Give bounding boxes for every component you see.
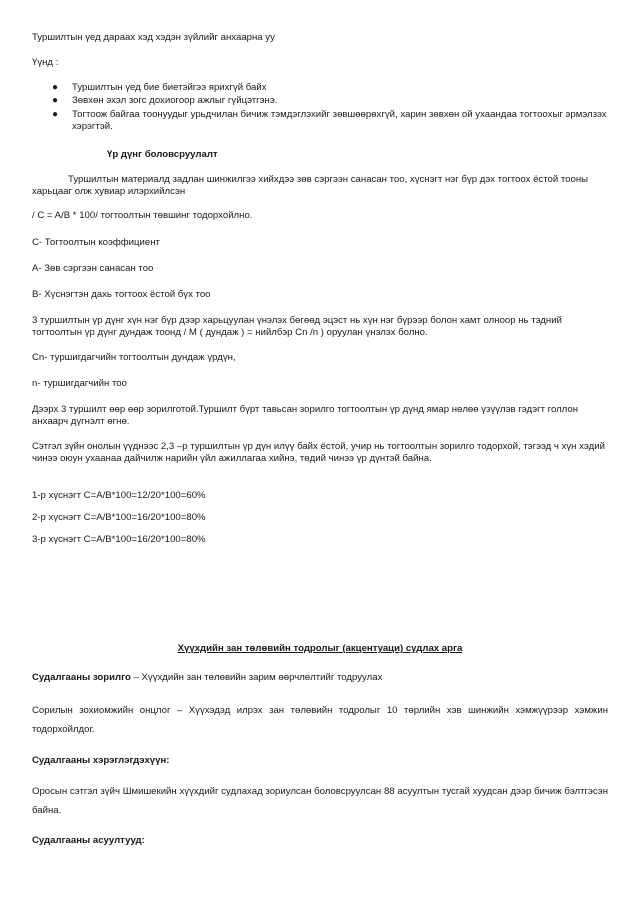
third-experiment-paragraph: 3 туршилтын үр дүнг хүн нэг бүр дээр харьцуулан үнэлэх бөгөөд эцэст нь хүн нэг бүрээр болон хамт олноор нь тэдний тогтоолтын үр дүнг дундаж тоонд / М ( дундаж ) = нийлбэр Cn /n ) оруулан үнэлэх болно. [32,315,562,339]
tools-label: Судалгааны хэрэглэгдэхүүн: [32,755,170,766]
calc-table-3: 3-р хүснэгт C=A/B*100=16/20*100=80% [32,534,206,545]
bullet-icon: ● [52,108,59,120]
section-title: Хүүхдийн зан төлөвийн тодролыг (акцентуаци) судлах арга [177,643,463,654]
formula-text: / C = A/B * 100/ тогтоолтын төвшинг тодорхойлно. [32,210,253,221]
research-goal-label: Судалгааны зорилго [32,672,131,683]
theory-paragraph: Сэтгэл зүйн онолын үүднээс 2,3 –р туршилтын үр дүн илүү байх ёстой, учир нь тогтоолтын зорилго тодорхой, тэгээд ч хүн хэдий чинээ оюун ухаанаа дайчилж нарийн үйл ажиллагаа хийнэ, төдий чинээ үр дүнтэй байна. [32,441,605,465]
material-paragraph: Туршилтын материалд задлан шинжилгээ хийхдээ зөв сэргээн санасан тоо, хүснэгт нэг бүр дэх тогтоох ёстой тооны харьцааг олж хувиар илэрхийлсэн [32,174,589,198]
calc-table-1: 1-р хүснэгт C=A/B*100=12/20*100=60% [32,490,206,501]
list-item: ● Туршилтын үед бие биетэйгээ ярихгүй байх [52,82,267,93]
definition-b: В- Хүснэгтэн дахь тогтоох ёстой бүх тоо [32,289,211,300]
calc-table-2: 2-р хүснэгт C=A/B*100=16/20*100=80% [32,512,206,523]
tools-paragraph: Оросын сэтгэл зүйч Шмишекийн хүүхдийг судлахад зориулсан боловсруулсан 88 асуултын тусгай хуудсан дээр бичиж бэлтгэсэн байна. [32,786,608,816]
condition-label: Үүнд : [32,57,59,68]
list-item: ● Зөвхөн эхэл зогс дохиогоор ажлыг гүйцэтгэнэ. [52,95,278,107]
definition-c: С- Тогтоолтын коэффициент [32,237,160,248]
method-paragraph: Сорилын зохиомжийн онцлог – Хүүхэдэд илрэх зан төлөвийн тодролыг 10 төрлийн хэв шинжийн хэмжүүрээр хэмжин тодорхойлдог. [32,705,608,735]
goal-paragraph: Дээрх 3 туршилт өөр өөр зорилготой.Туршилт бүрт тавьсан зорилго тогтоолтын үр дүнд ямар нөлөө үзүүлэв гэдэгт голлон анхаарч дүгнэлт өгнө. [32,404,579,428]
research-goal-text: – Хүүхдийн зан төлөвийн зарим өөрчлөлтийг тодруулах [130,672,383,683]
bullet-icon: ● [52,82,59,93]
definition-a: А- Зөв сэргээн санасан тоо [32,263,154,274]
result-heading: Үр дүнг боловсруулалт [107,149,218,160]
questions-label: Судалгааны асуултууд: [32,835,145,846]
rules-list [52,82,608,134]
list-item: ● Тогтоож байгаа тоонуудыг урьдчилан бичиж тэмдэглэхийг зөвшөөрөхгүй, харин зөвхөн ой ухаандаа тогтоохыг эрмэлзэх хэрэгтэй. [52,108,607,132]
bullet-icon: ● [52,95,59,107]
definition-cn: Cn- туршигдагчийн тогтоолтын дундаж үрдүн, [32,352,236,363]
definition-n: n- туршигдагчийн тоо [32,378,127,389]
research-goal [32,672,608,684]
intro-text: Туршилтын үед дараах хэд хэдэн зүйлийг анхаарна уу [32,32,275,43]
